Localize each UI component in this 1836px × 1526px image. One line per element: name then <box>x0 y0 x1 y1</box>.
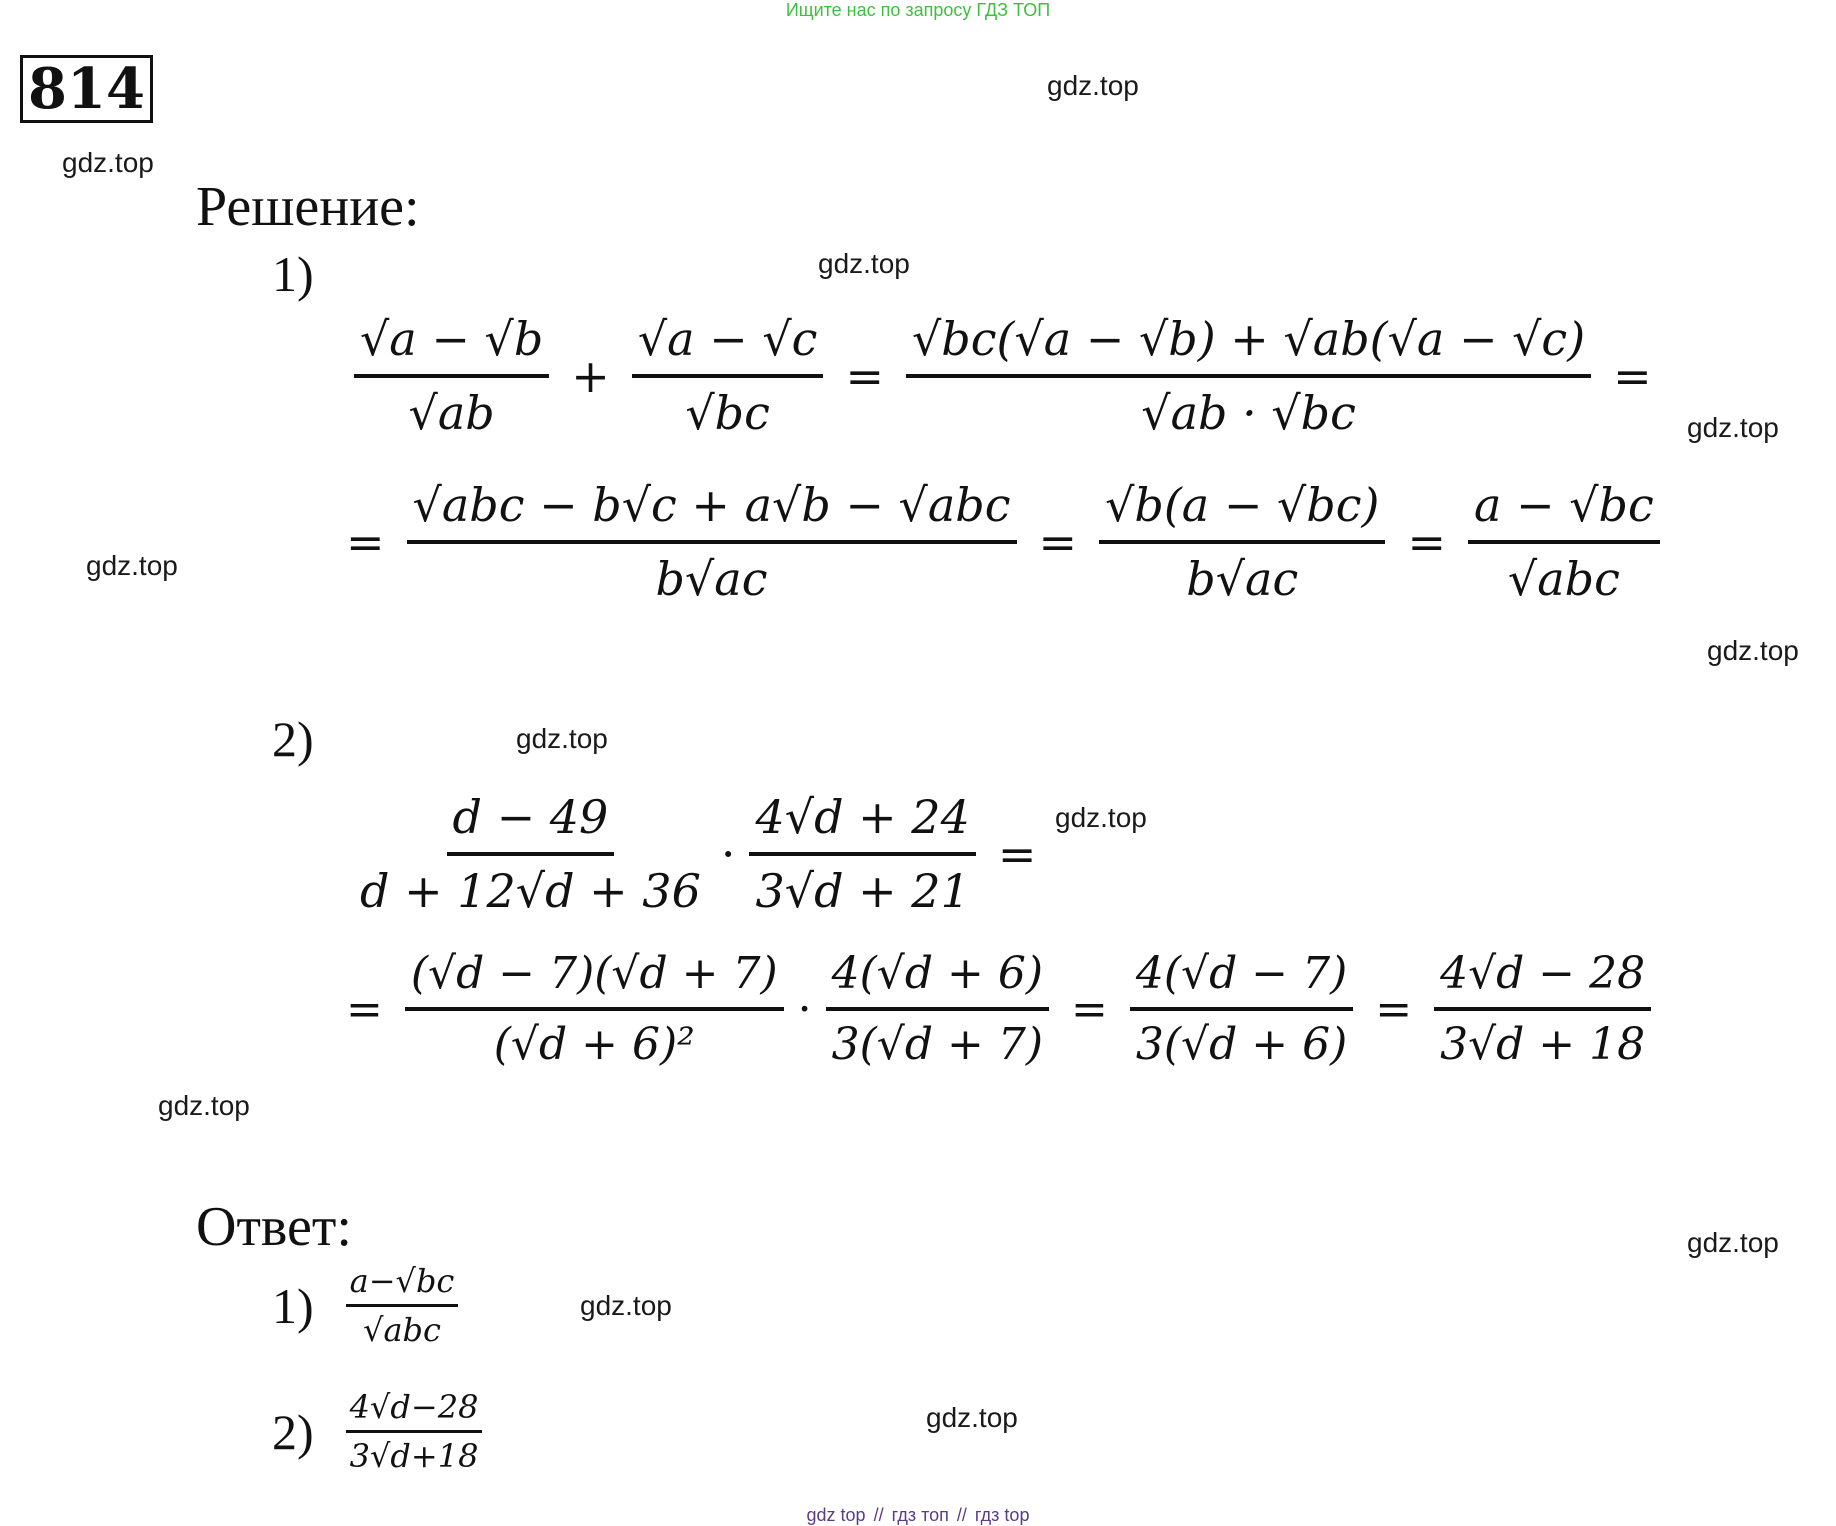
fraction <box>346 1388 483 1475</box>
denominator: b√ac <box>1186 552 1299 606</box>
problem-number: 814 <box>20 55 153 123</box>
equals-sign: = <box>1038 515 1078 569</box>
denominator: √abc <box>1507 552 1620 606</box>
denominator: 3√d + 21 <box>755 864 970 918</box>
numerator: 4√d−28 <box>346 1388 483 1433</box>
fraction <box>346 1262 459 1349</box>
part1-equation-line1 <box>346 312 1666 440</box>
fraction <box>906 312 1591 440</box>
part2-equation-line1 <box>346 790 1050 918</box>
watermark: gdz.top <box>1707 635 1799 666</box>
equals-sign: = <box>997 827 1037 881</box>
numerator: √bc(√a − √b) + √ab(√a − √c) <box>906 312 1591 378</box>
watermark: gdz.top <box>86 550 178 581</box>
multiply-dot: · <box>720 827 736 881</box>
equals-sign: = <box>346 983 383 1035</box>
fraction <box>1130 948 1353 1070</box>
watermark: gdz.top <box>62 147 154 178</box>
equals-sign: = <box>346 515 385 569</box>
denominator: (√d + 6)² <box>493 1019 695 1070</box>
equals-sign: = <box>1071 983 1108 1035</box>
fraction <box>632 312 824 440</box>
numerator: 4(√d − 7) <box>1130 948 1353 1011</box>
numerator: √a − √c <box>632 312 824 378</box>
numerator: (√d − 7)(√d + 7) <box>405 948 784 1011</box>
fraction <box>354 312 549 440</box>
denominator: √abc <box>363 1311 441 1349</box>
denominator: b√ac <box>655 552 768 606</box>
denominator: √bc <box>685 386 770 440</box>
numerator: √abc − b√c + a√b − √abc <box>407 478 1017 544</box>
watermark: gdz.top <box>1055 802 1147 833</box>
watermark: gdz.top <box>1687 1227 1779 1258</box>
fraction <box>405 948 784 1070</box>
plus-sign: + <box>571 349 610 403</box>
part1-label: 1) <box>272 246 314 302</box>
fraction <box>1434 948 1651 1070</box>
numerator: √b(a − √bc) <box>1099 478 1385 544</box>
solution-heading: Решение: <box>196 176 420 238</box>
denominator: 3√d + 18 <box>1440 1019 1646 1070</box>
numerator: 4√d − 28 <box>1434 948 1651 1011</box>
footer-link[interactable]: gdz top <box>806 1505 866 1525</box>
separator: // <box>873 1505 884 1525</box>
part2-label: 2) <box>272 711 314 767</box>
multiply-dot: · <box>797 983 812 1035</box>
numerator: 4√d + 24 <box>749 790 975 856</box>
answer-1-label: 1) <box>272 1277 314 1334</box>
part1-equation-line2 <box>346 478 1668 606</box>
numerator: √a − √b <box>354 312 549 378</box>
watermark: gdz.top <box>516 723 608 754</box>
watermark: gdz.top <box>818 248 910 279</box>
answer-2-label: 2) <box>272 1403 314 1460</box>
equals-sign: = <box>845 349 884 403</box>
numerator: a−√bc <box>346 1262 459 1307</box>
equals-sign: = <box>1613 349 1652 403</box>
search-hint: Ищите нас по запросу ГДЗ ТОП <box>785 0 1051 20</box>
fraction <box>1468 478 1660 606</box>
watermark: gdz.top <box>926 1402 1018 1433</box>
denominator: d + 12√d + 36 <box>360 864 701 918</box>
watermark: gdz.top <box>1047 70 1139 101</box>
footer-link[interactable]: гдз топ <box>891 1505 949 1525</box>
answer-2 <box>272 1388 490 1475</box>
numerator: a − √bc <box>1468 478 1660 544</box>
footer-link[interactable]: гдз top <box>974 1505 1030 1525</box>
denominator: √ab <box>408 386 495 440</box>
fraction <box>407 478 1017 606</box>
numerator: d − 49 <box>447 790 615 856</box>
denominator: √ab · √bc <box>1141 386 1356 440</box>
fraction <box>1099 478 1385 606</box>
separator: // <box>956 1505 967 1525</box>
denominator: 3(√d + 7) <box>831 1019 1043 1070</box>
part2-equation-line2 <box>346 948 1659 1070</box>
equals-sign: = <box>1375 983 1413 1035</box>
watermark: gdz.top <box>580 1290 672 1321</box>
numerator: 4(√d + 6) <box>826 948 1049 1011</box>
denominator: 3(√d + 6) <box>1135 1019 1348 1070</box>
answer-heading: Ответ: <box>196 1196 352 1258</box>
watermark: gdz.top <box>1687 412 1779 443</box>
answer-1 <box>272 1262 466 1349</box>
fraction <box>749 790 975 918</box>
equals-sign: = <box>1407 515 1446 569</box>
fraction <box>826 948 1049 1070</box>
fraction <box>354 790 707 918</box>
denominator: 3√d+18 <box>349 1437 479 1475</box>
watermark: gdz.top <box>158 1090 250 1121</box>
